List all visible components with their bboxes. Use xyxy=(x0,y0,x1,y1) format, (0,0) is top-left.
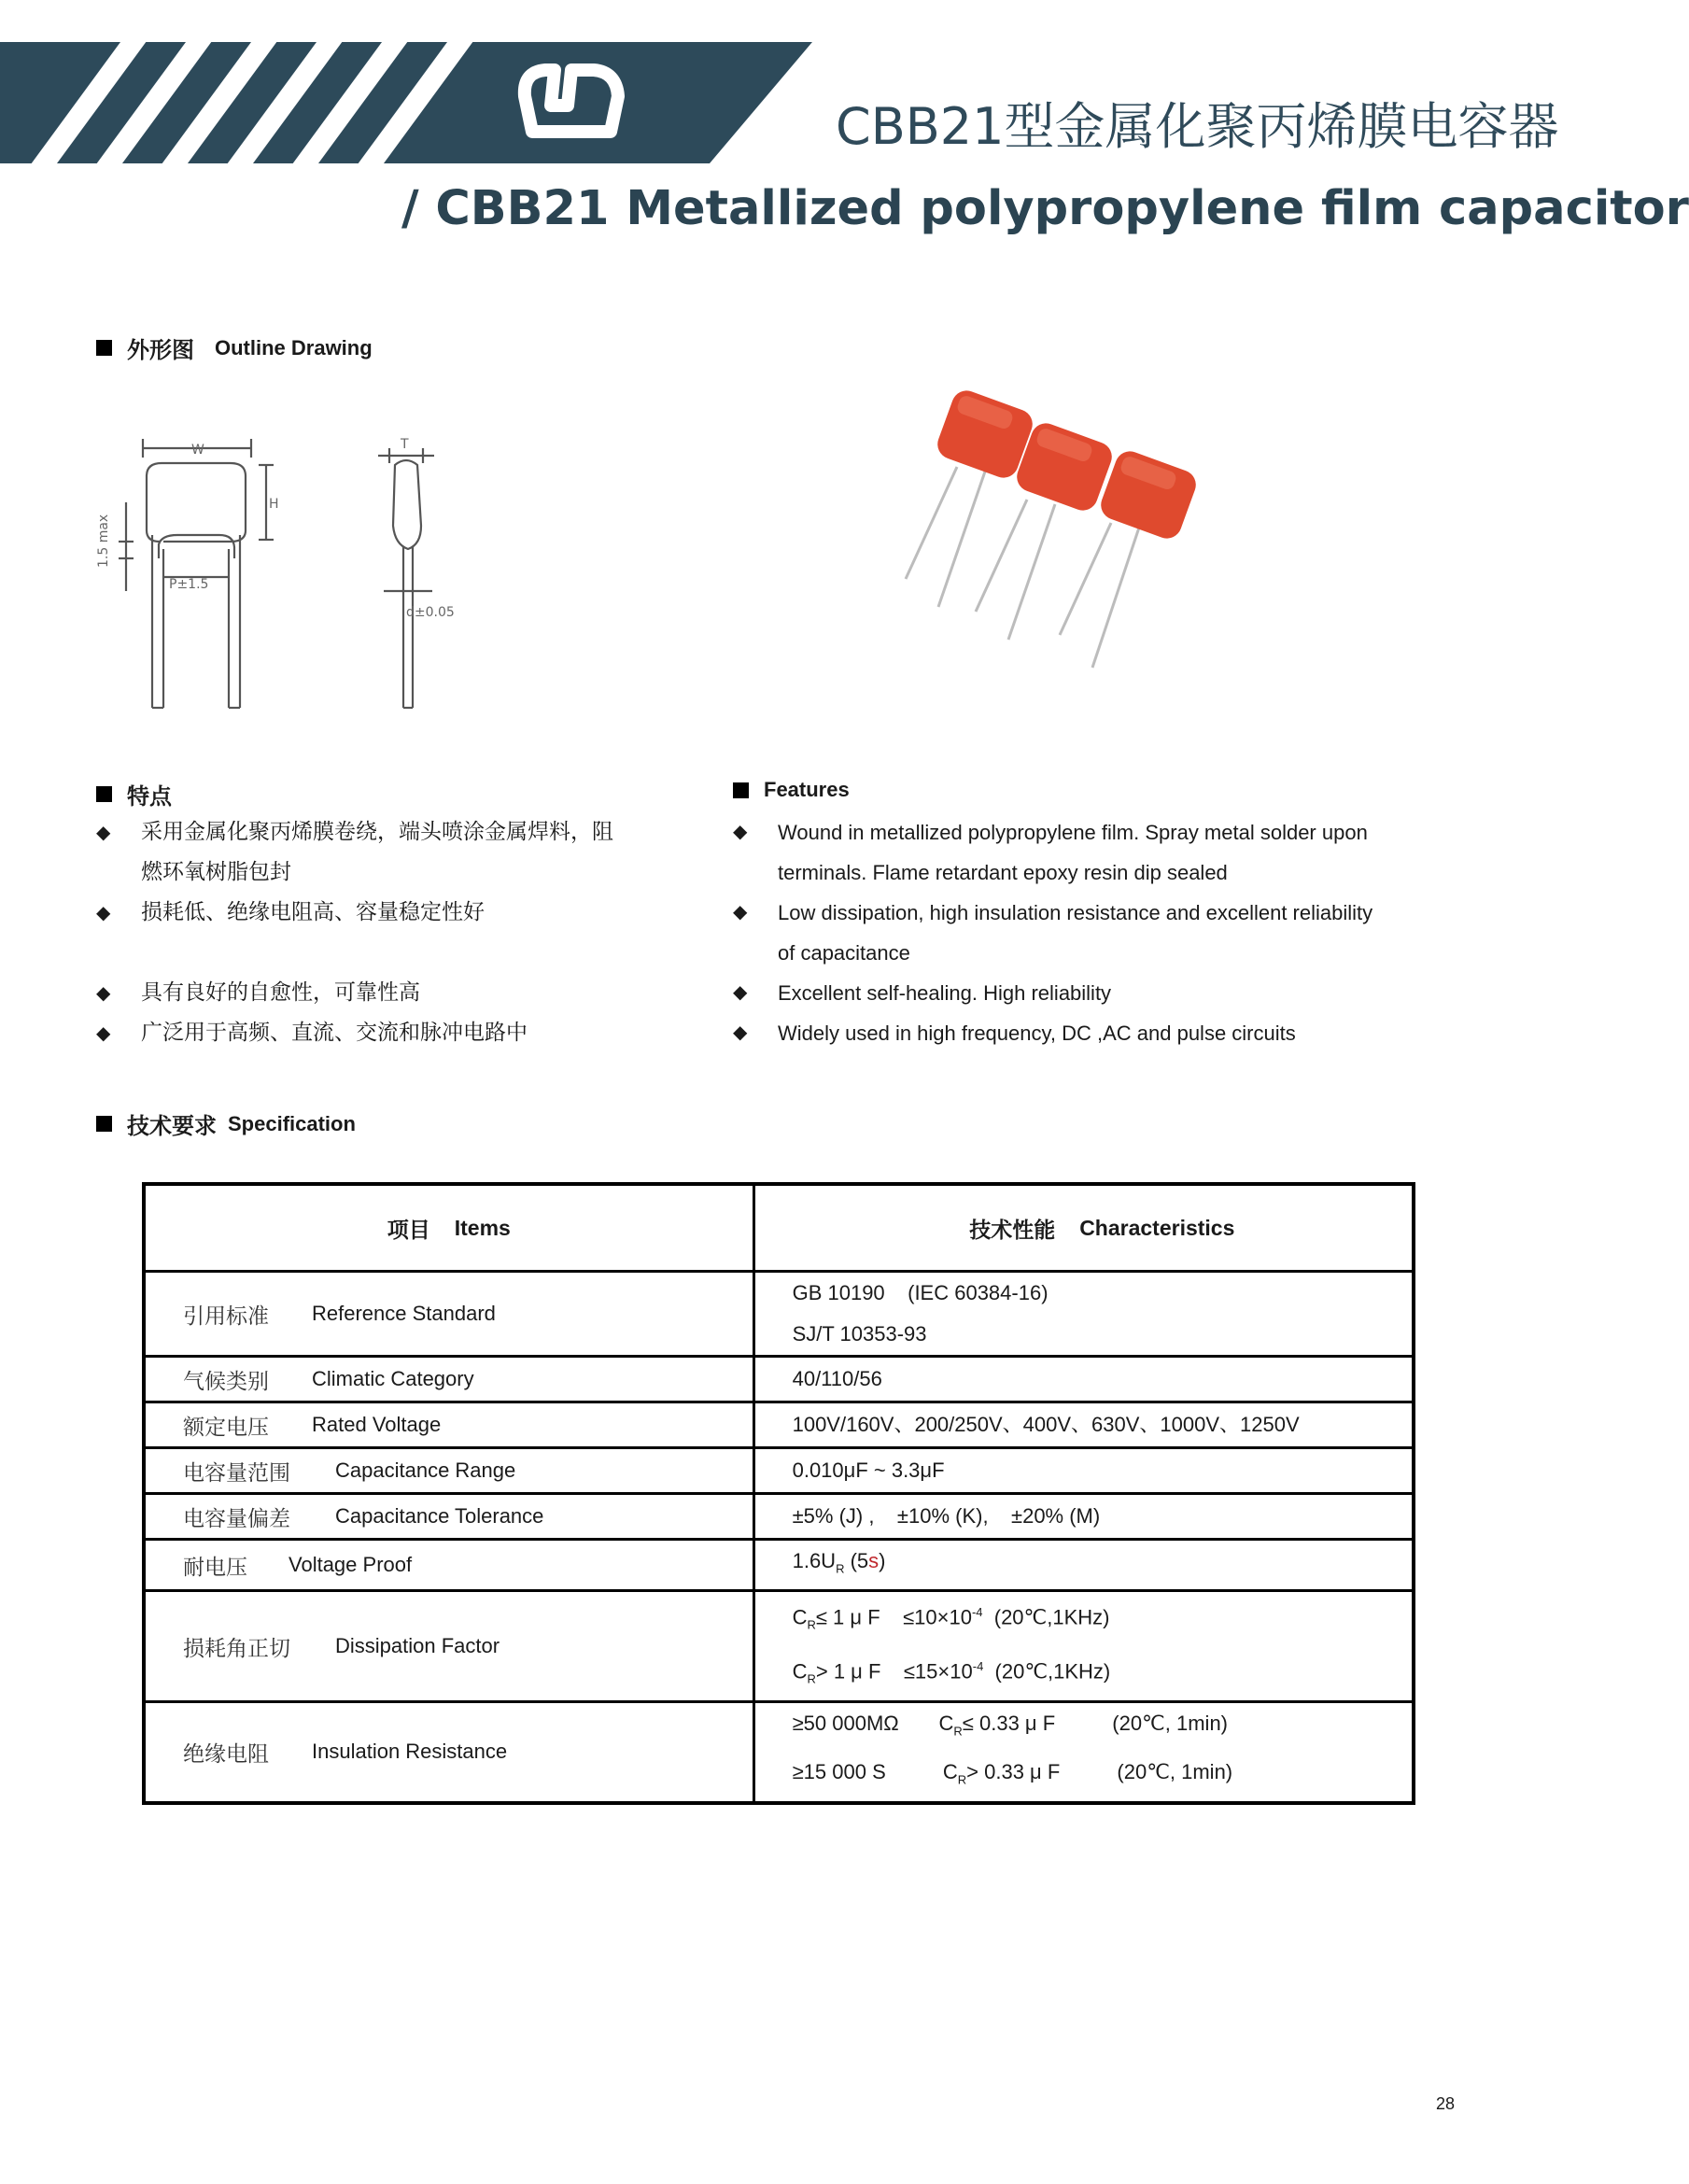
feature-text: 具有良好的自愈性，可靠性高 xyxy=(141,980,420,1005)
feature-text: 损耗低、绝缘电阻高、容量稳定性好 xyxy=(141,900,485,924)
feature-text: Low dissipation, high insulation resistance and excellent reliability xyxy=(778,901,1373,924)
item-cn: 引用标准 xyxy=(183,1303,269,1329)
value-text: 40/110/56 xyxy=(792,1367,882,1390)
value-text: SJ/T 10353-93 xyxy=(792,1322,927,1346)
dim-w-label: W xyxy=(191,443,204,458)
dim-h-label: H xyxy=(269,497,279,512)
feature-item-cn xyxy=(96,1013,675,1053)
diamond-bullet-icon: ◆ xyxy=(96,901,111,923)
square-bullet-icon xyxy=(733,782,749,798)
spec-heading-en: Specification xyxy=(228,1111,356,1135)
dim-max-label: 1.5 max xyxy=(96,514,111,568)
section-heading-features-cn xyxy=(96,778,192,810)
diamond-bullet-icon: ◆ xyxy=(96,981,111,1004)
feature-item-cn xyxy=(96,812,675,893)
feature-text: Wound in metallized polypropylene film. Spray metal solder upon xyxy=(778,821,1368,844)
item-cn: 额定电压 xyxy=(183,1415,269,1440)
value-text: ≥50 000MΩ $C_R\le 0.33$ μ F (20℃, 1min) xyxy=(792,1711,1229,1739)
value-text: ≥15 000 S $C_R> 0.33$ μ F (20℃, 1min) xyxy=(792,1760,1233,1787)
spec-heading-cn: 技术要求 xyxy=(127,1112,217,1139)
diamond-bullet-icon: ◆ xyxy=(96,1022,111,1044)
feature-text: Excellent self-healing. High reliability xyxy=(778,981,1112,1005)
feature-text: 采用金属化聚丙烯膜卷绕，端头喷涂金属焊料，阻 xyxy=(141,820,613,844)
diamond-bullet-icon: ◆ xyxy=(733,982,748,1003)
page-number: 28 xyxy=(1436,2094,1456,2113)
table-row xyxy=(144,1701,1414,1802)
feature-text: 燃环氧树脂包封 xyxy=(141,860,291,884)
dim-p-label: P±1.5 xyxy=(169,577,209,592)
features-heading-cn: 特点 xyxy=(127,782,172,810)
item-en: Reference Standard xyxy=(312,1302,496,1325)
features-list-cn xyxy=(96,812,675,1053)
item-cn: 损耗角正切 xyxy=(183,1636,290,1661)
feature-text: terminals. Flame retardant epoxy resin dip sealed xyxy=(778,861,1228,884)
value-text: 100V/160V、200/250V、400V、630V、1000V、1250V xyxy=(792,1413,1300,1436)
title-chinese: CBB21型金属化聚丙烯膜电容器 xyxy=(836,97,1559,156)
diamond-bullet-icon: ◆ xyxy=(733,1022,748,1043)
table-row xyxy=(144,1272,1414,1357)
capacitor-product-image xyxy=(887,387,1279,686)
item-en: Insulation Resistance xyxy=(312,1740,508,1764)
title-english: / CBB21 Metallized polypropylene film capacitor xyxy=(401,181,1689,236)
feature-text: 广泛用于高频、直流、交流和脉冲电路中 xyxy=(141,1021,528,1045)
table-row xyxy=(144,1591,1414,1701)
dim-t-label: T xyxy=(401,437,409,452)
spec-table xyxy=(142,1182,1415,1805)
table-row xyxy=(144,1402,1414,1448)
col-items-cn: 项目 xyxy=(387,1217,430,1243)
col-header-characteristics xyxy=(753,1184,1414,1272)
col-header-items xyxy=(144,1184,753,1272)
item-en: Rated Voltage xyxy=(312,1413,442,1436)
feature-item-en xyxy=(733,812,1424,893)
item-en: Capacitance Tolerance xyxy=(335,1504,544,1528)
item-cn: 气候类别 xyxy=(183,1369,269,1394)
value-text: $C_R\le 1$ μ F $\le 10\times 10^{-4}$ (20℃,1KHz) xyxy=(792,1605,1110,1633)
dim-d-label: d±0.05 xyxy=(406,605,455,620)
value-text: $C_R> 1$ μ F $\le 15\times 10^{-4}$ (20℃,1KHz) xyxy=(792,1659,1111,1686)
col-items-en: Items xyxy=(454,1215,511,1240)
feature-item-en xyxy=(733,893,1424,973)
section-heading-outline xyxy=(96,331,373,364)
item-en: Capacitance Range xyxy=(335,1458,516,1482)
table-row xyxy=(144,1494,1414,1540)
col-char-cn: 技术性能 xyxy=(969,1217,1056,1243)
feature-text: of capacitance xyxy=(778,941,910,965)
outline-heading-en: Outline Drawing xyxy=(215,335,373,359)
value-text: $1.6U_R$ (5s) xyxy=(792,1549,886,1576)
item-cn: 耐电压 xyxy=(183,1555,247,1580)
item-cn: 绝缘电阻 xyxy=(183,1741,269,1767)
diamond-bullet-icon: ◆ xyxy=(733,902,748,923)
section-heading-spec xyxy=(96,1107,356,1140)
square-bullet-icon xyxy=(96,1116,112,1132)
col-char-en: Characteristics xyxy=(1079,1215,1235,1240)
feature-item-cn xyxy=(96,973,675,1013)
table-header-row xyxy=(144,1184,1414,1272)
table-row xyxy=(144,1540,1414,1591)
value-text: ±5% (J) , ±10% (K), ±20% (M) xyxy=(792,1504,1101,1528)
feature-item-en xyxy=(733,973,1424,1013)
outline-heading-cn: 外形图 xyxy=(127,336,194,363)
diamond-bullet-icon: ◆ xyxy=(96,821,111,843)
table-row xyxy=(144,1448,1414,1494)
value-text: GB 10190 (IEC 60384-16) xyxy=(792,1281,1049,1304)
feature-text: Widely used in high frequency, DC ,AC and pulse circuits xyxy=(778,1022,1296,1045)
section-heading-features-en xyxy=(733,778,850,802)
diamond-bullet-icon: ◆ xyxy=(733,822,748,842)
item-en: Dissipation Factor xyxy=(335,1634,500,1658)
features-list-en xyxy=(733,812,1424,1053)
features-heading-en: Features xyxy=(764,778,850,801)
feature-item-en xyxy=(733,1013,1424,1053)
item-cn: 电容量偏差 xyxy=(183,1506,290,1531)
feature-item-cn xyxy=(96,893,675,933)
table-row xyxy=(144,1357,1414,1402)
square-bullet-icon xyxy=(96,340,112,356)
value-text: 0.010μF ~ 3.3μF xyxy=(792,1458,945,1482)
item-cn: 电容量范围 xyxy=(183,1460,290,1486)
item-en: Climatic Category xyxy=(312,1367,474,1390)
item-en: Voltage Proof xyxy=(289,1553,413,1577)
outline-drawing xyxy=(89,428,500,717)
square-bullet-icon xyxy=(96,786,112,802)
